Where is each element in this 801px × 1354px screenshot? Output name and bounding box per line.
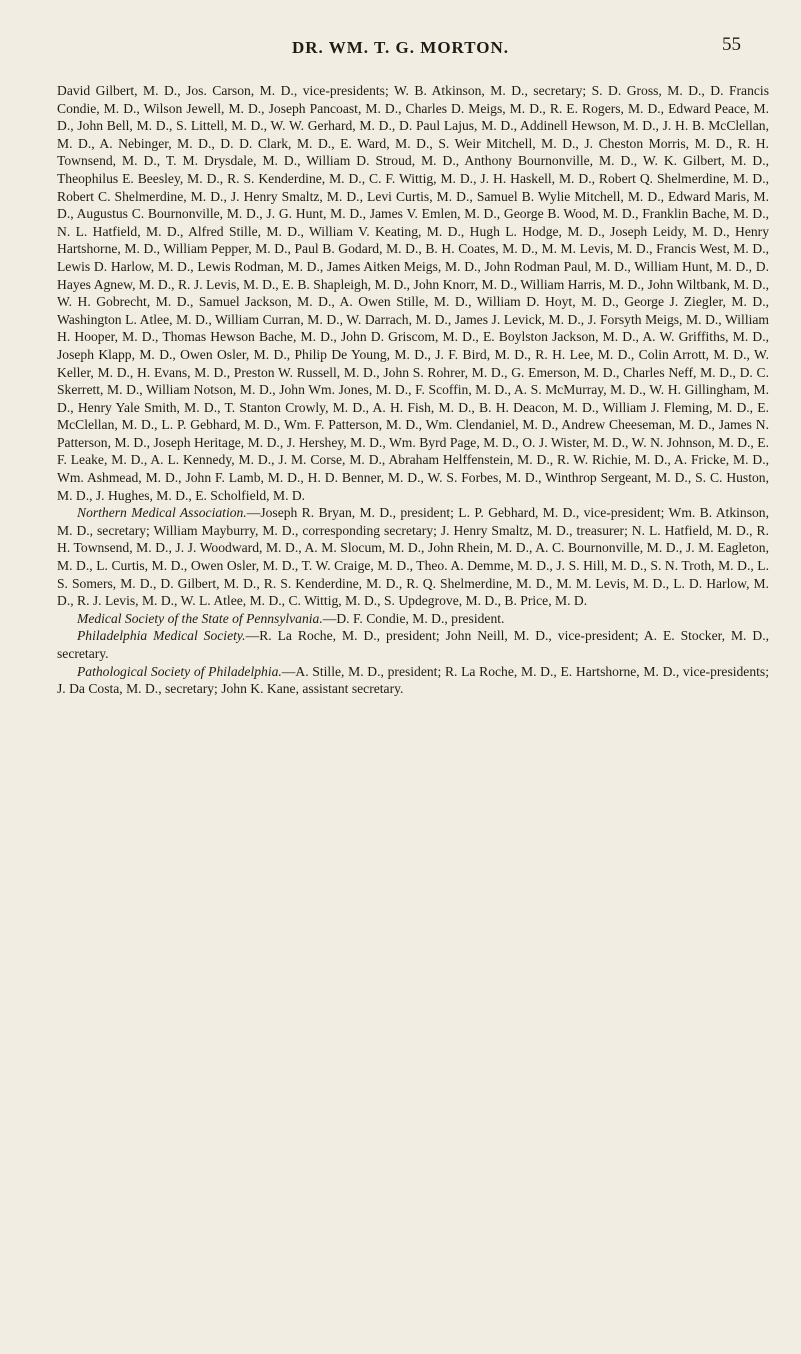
paragraph-member-list <box>57 82 769 504</box>
paragraph-heading: Northern Medical Association. <box>77 505 247 521</box>
body-text <box>57 82 769 698</box>
paragraph-text: —D. F. Condie, M. D., president. <box>322 610 505 626</box>
paragraph-text: David Gilbert, M. D., Jos. Carson, M. D., vice-presidents; W. B. Atkinson, M. D., secretary; S. D. Gross, M. D., D. Francis Condie, M. D., Wilson Jewell, M. D., Joseph Pancoast, M. D., Charles D. Meigs, M. D., R. E. Rogers, M. D., Edward Peace, M. D., John Bell, M. D., S. Littell, M. D., W. W. Gerhard, M. D., D. Paul Lajus, M. D., Addinell Hewson, M. D., J. H. B. McClellan, M. D., A. Nebinger, M. D., D. D. Clark, M. D., E. Ward, M. D., S. Weir Mitchell, M. D., J. Cheston Morris, M. D., R. H. Townsend, M. D., T. M. Drysdale, M. D., William D. Stroud, M. D., Anthony Bournonville, M. D., W. K. Gilbert, M. D., Theophilus E. Beesley, M. D., R. S. Kenderdine, M. D., C. F. Wittig, M. D., J. H. Haskell, M. D., Robert Q. Shelmerdine, M. D., Robert C. Shelmerdine, M. D., J. Henry Smaltz, M. D., Levi Curtis, M. D., Samuel B. Wylie Mitchell, M. D., Edward Maris, M. D., Augustus C. Bournonville, M. D., J. G. Hunt, M. D., James V. Emlen, M. D., George B. Wood, M. D., Franklin Bache, M. D., N. L. Hatfield, M. D., Alfred Stille, M. D., William V. Keating, M. D., Hugh L. Hodge, M. D., Joseph Leidy, M. D., Henry Hartshorne, M. D., William Pepper, M. D., Paul B. Godard, M. D., B. H. Coates, M. D., M. M. Levis, M. D., Francis West, M. D., Lewis D. Harlow, M. D., Lewis Rodman, M. D., James Aitken Meigs, M. D., John Rodman Paul, M. D., William Hunt, M. D., D. Hayes Agnew, M. D., R. J. Levis, M. D., E. B. Shapleigh, M. D., John Knorr, M. D., William Harris, M. D., John Wiltbank, M. D., W. H. Gobrecht, M. D., Samuel Jackson, M. D., A. Owen Stille, M. D., William D. Hoyt, M. D., George J. Ziegler, M. D., Washington L. Atlee, M. D., William Curran, M. D., W. Darrach, M. D., James J. Levick, M. D., J. Forsyth Meigs, M. D., William H. Hooper, M. D., Thomas Hewson Bache, M. D., John D. Griscom, M. D., E. Boylston Jackson, M. D., A. W. Griffiths, M. D., Joseph Klapp, M. D., Owen Osler, M. D., Philip De Young, M. D., J. F. Bird, M. D., R. H. Lee, M. D., Colin Arrott, M. D., W. Keller, M. D., H. Evans, M. D., Preston W. Russell, M. D., John S. Rohrer, M. D., G. Emerson, M. D., Charles Neff, M. D., D. C. Skerrett, M. D., William Notson, M. D., John Wm. Jones, M. D., F. Scoffin, M. D., A. S. McMurray, M. D., W. H. Gillingham, M. D., Henry Yale Smith, M. D., T. Stanton Crowly, M. D., A. H. Fish, M. D., B. H. Deacon, M. D., William J. Fleming, M. D., E. McClellan, M. D., L. P. Gebhard, M. D., Wm. F. Patterson, M. D., Wm. Clendaniel, M. D., Andrew Cheeseman, M. D., James N. Patterson, M. D., Joseph Heritage, M. D., J. Hershey, M. D., Wm. Byrd Page, M. D., O. J. Wister, M. D., W. N. Johnson, M. D., E. F. Leake, M. D., A. L. Kennedy, M. D., J. M. Corse, M. D., Abraham Helffenstein, M. D., R. W. Richie, M. D., A. Fricke, M. D., Wm. Ashmead, M. D., John F. Lamb, M. D., H. D. Benner, M. D., W. S. Forbes, M. D., Winthrop Sergeant, M. D., S. C. Huston, M. D., J. Hughes, M. D., E. Scholfield, M. D. <box>57 83 769 503</box>
paragraph-text: —A. Stille, M. D., president; R. La Roche, M. D., E. Hartshorne, M. D., vice-presidents; J. Da Costa, M. D., secretary; John K. Kane, assistant secretary. <box>57 663 769 697</box>
running-title: DR. WM. T. G. MORTON. <box>291 38 509 57</box>
page-number: 55 <box>722 34 741 55</box>
paragraph-heading: Medical Society of the State of Pennsylvania. <box>77 610 323 626</box>
paragraph-heading: Philadelphia Medical Society. <box>77 628 246 644</box>
paragraph-medical-society-pennsylvania <box>57 610 769 628</box>
paragraph-text: —R. La Roche, M. D., president; John Neill, M. D., vice-president; A. E. Stocker, M. D., secretary. <box>57 628 769 661</box>
paragraph-heading: Pathological Society of Philadelphia. <box>77 663 282 679</box>
paragraph-pathological-society <box>57 663 769 698</box>
paragraph-philadelphia-medical-society <box>57 627 769 662</box>
running-header <box>0 30 801 70</box>
paragraph-northern-medical-association <box>57 504 769 610</box>
paragraph-text: —Joseph R. Bryan, M. D., president; L. P. Gebhard, M. D., vice-president; Wm. B. Atkinson, M. D., secretary; William Mayburry, M. D., corresponding secretary; J. Henry Smaltz, M. D., treasurer; N. L. Hatfield, M. D., R. H. Townsend, M. D., J. J. Woodward, M. D., A. M. Slocum, M. D., John Rhein, M. D., A. C. Bournonville, M. D., J. M. Eagleton, M. D., L. Curtis, M. D., Owen Osler, M. D., T. W. Craige, M. D., Theo. A. Demme, M. D., J. S. Hill, M. D., S. N. Troth, M. D., L. S. Somers, M. D., D. Gilbert, M. D., R. S. Kenderdine, M. D., R. Q. Shelmerdine, M. D., M. M. Levis, M. D., L. D. Harlow, M. D., R. J. Levis, M. D., W. L. Atlee, M. D., C. Wittig, M. D., S. Updegrove, M. D., B. Price, M. D. <box>57 505 769 609</box>
